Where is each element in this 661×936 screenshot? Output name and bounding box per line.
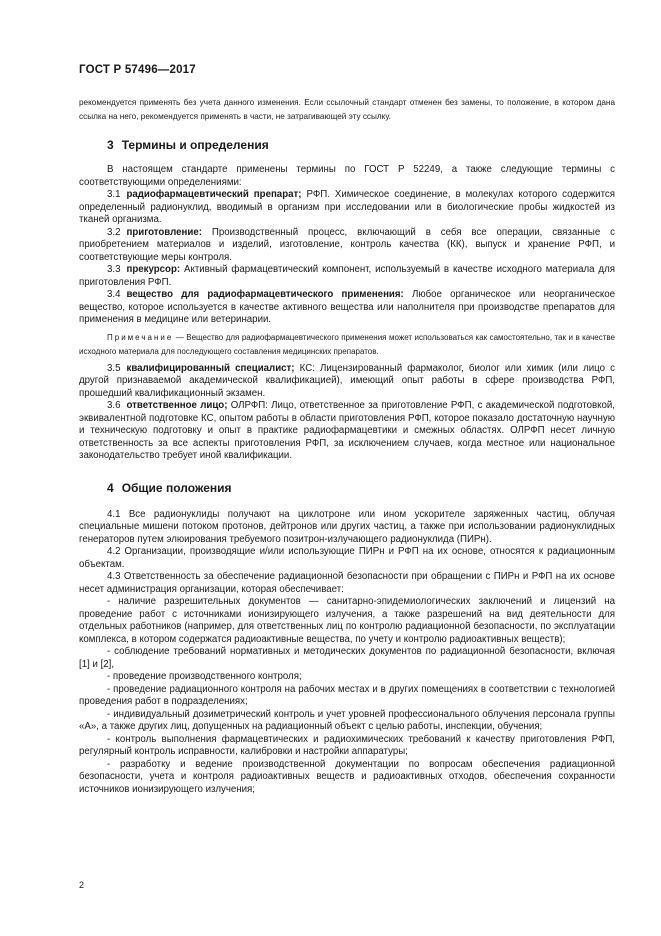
term-number: 3.4 — [107, 289, 121, 300]
terms-list-continued — [79, 363, 615, 463]
list-item: - разработку и ведение производственной документации по вопросам обеспечения радиационной безопасности, учета и контроля радиоактивных веществ и радиоактивных отходов, обеспечения сохранности источников ионизирующего излучения; — [79, 758, 615, 795]
term-number: 3.5 — [107, 362, 121, 374]
document-code-header: ГОСТ Р 57496—2017 — [79, 64, 196, 76]
term-name: ответственное лицо; — [126, 400, 228, 411]
page-number: 2 — [79, 880, 85, 890]
term-text: ОЛРФП: Лицо, ответственное за приготовление РФП, с академической подготовкой, эквивалентной подготовке КС, опытом работы в области приготовления РФП, которое показало достаточную научную и техническую подготовку и опыт в практике радиофармацевтики и смежных областях. ОЛРФП несет личную ответственность за все аспекты приготовления РФП, за исключением случаев, когда местное или национальное законодательство требует иной квалификации. — [79, 400, 615, 461]
term-number: 3.2 — [107, 226, 121, 238]
term-definition — [79, 289, 615, 327]
clause-paragraph: 4.2 Организации, производящие и/или использующие ПИРн и РФП на их основе, относятся к радиационным объектам. — [79, 546, 615, 570]
term-text: Любое органическое или неорганическое вещество, которое используется в качестве активного вещества или наполнителя при производстве препаратов для применения в медицине или ветеринарии. — [79, 289, 616, 325]
term-definition — [79, 363, 615, 401]
term-name: приготовление: — [126, 226, 202, 238]
section-4-list — [79, 596, 615, 796]
list-item: - соблюдение требований нормативных и методических документов по радиационной безопасности, включая [1] и [2], — [79, 646, 615, 670]
note-text: — Вещество для радиофармацевтического применения может использоваться как самостоятельно, так и в качестве исходного материала для последующего составления медицинских препаратов. — [79, 332, 615, 356]
list-item: - проведение радиационного контроля на рабочих местах и в других помещениях в соответствии с технологией проведения работ в подразделениях; — [79, 683, 615, 707]
term-number: 3.6 — [107, 400, 121, 411]
section-3-intro: В настоящем стандарте применены термины по ГОСТ Р 52249, а также следующие термины с соответствующими определениями: — [79, 164, 615, 188]
section-title: Термины и определения — [121, 138, 269, 152]
term-name: радиофармацевтический препарат; — [126, 189, 302, 200]
section-4-heading — [79, 481, 615, 495]
section-number: 4 — [107, 480, 114, 495]
list-item: - индивидуальный дозиметрический контроль и учет уровней профессионального облучения персонала группы «А», а также других лиц, допущенных на радиационный объект с целью работы, инспекции, обучения; — [79, 708, 615, 732]
section-title: Общие положения — [121, 480, 232, 495]
term-number: 3.1 — [107, 189, 121, 200]
term-text: РФП. Химическое соединение, в молекулах которого содержится определенный радионуклид, вводимый в организм при исследовании или в биологические пробы жидкостей из тканей организма. — [79, 189, 616, 225]
list-item: - проведение производственного контроля; — [107, 671, 302, 682]
term-name: вещество для радиофармацевтического применения: — [126, 289, 404, 300]
note-paragraph — [79, 331, 615, 359]
section-number: 3 — [107, 138, 114, 152]
term-text: КС: Лицензированный фармаколог, биолог или химик (или лицо с другой признаваемой академической квалификацией), имеющий опыт работы в сфере производства РФП, прошедший квалификационный экзамен. — [79, 362, 615, 399]
term-number: 3.3 — [107, 264, 121, 275]
clause-paragraph: 4.1 Все радионуклиды получают на циклотроне или ином ускорителе заряженных частиц, облучая специальные мишени потоком протонов, дейтронов или других частиц, а также при использовании радионуклидных генераторов путем элюирования требуемого позитрон-излучающего радионуклида (ПИРн). — [79, 508, 615, 545]
intro-note-text: рекомендуется применять без учета данного изменения. Если ссылочный стандарт отменен без замены, то положение, в котором дана ссылка на него, рекомендуется применять в части, не затрагивающей эту ссылку. — [79, 98, 615, 121]
term-definition — [79, 227, 615, 265]
clause-paragraph: 4.3 Ответственность за обеспечение радиационной безопасности при обращении с ПИРн и РФП на их основе несет администрация организации, которая обеспечивает: — [79, 571, 615, 595]
note-label: Примечание — [107, 332, 174, 342]
list-item: - контроль выполнения фармацевтических и радиохимических требований к качеству приготовления РФП, регулярный контроль исправности, калибровки и настройки аппаратуры; — [79, 733, 615, 757]
term-text: Производственный процесс, включающий в себя все операции, связанные с приобретением материалов и изделий, изготовление, контроль качества (КК), выпуск и хранение РФП, и соответствующие меры контроля. — [79, 226, 615, 263]
term-definition — [79, 400, 615, 463]
term-name: квалифицированный специалист; — [126, 362, 295, 374]
document-content — [79, 96, 615, 796]
term-definition — [79, 264, 615, 289]
terms-list — [79, 189, 615, 327]
term-definition — [79, 189, 615, 227]
section-3-heading — [79, 138, 615, 152]
section-4-paragraphs — [79, 509, 615, 597]
list-item: - наличие разрешительных документов — санитарно-эпидемиологических заключений и лицензий на проведение работ с источниками ионизирующего излучения, а также разрешений на вид деятельности для отдельных работников (например, для ответственных лиц по контролю радиационной безопасности, по эксплуатации комплекса, в котором содержатся радиоактивные вещества, по учету и контролю радиоактивных веществ); — [79, 596, 615, 645]
term-text: Активный фармацевтический компонент, используемый в качестве исходного материала для приготовления РФП. — [79, 264, 615, 288]
term-name: прекурсор: — [126, 264, 181, 275]
